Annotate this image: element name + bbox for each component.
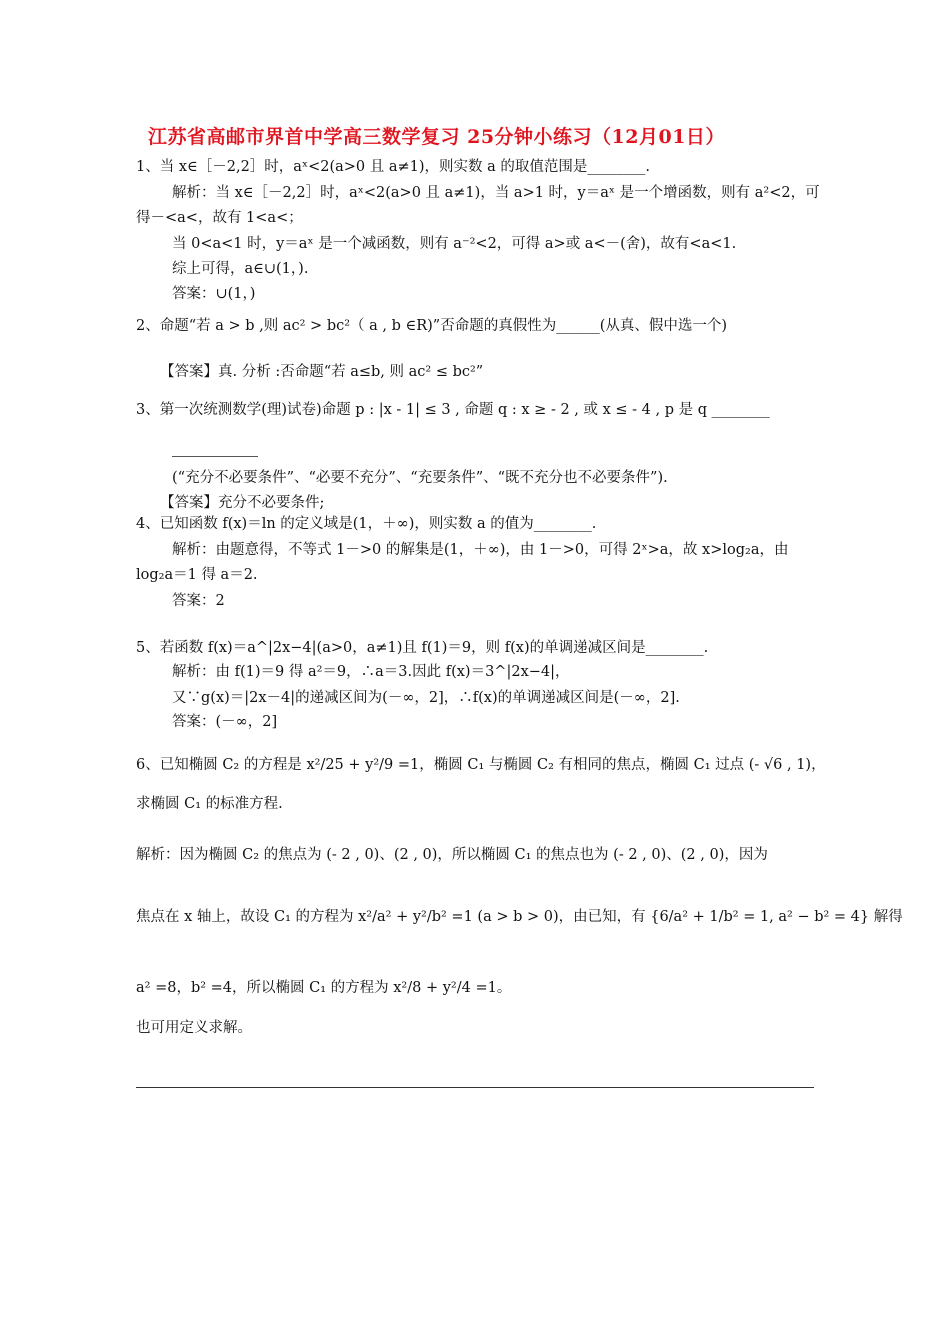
q1-analysis-2: 得－<a<，故有 1<a<； bbox=[136, 210, 303, 226]
page-title: 江苏省高邮市界首中学高三数学复习 25分钟小练习（12月01日） bbox=[148, 126, 725, 148]
q4-answer: 答案：2 bbox=[172, 593, 225, 609]
q1-text: 1、当 x∈［－2,2］时，aˣ<2(a>0 且 a≠1)，则实数 a 的取值范围是________. bbox=[136, 159, 651, 175]
q5-analysis-1: 解析：由 f(1)＝9 得 a²＝9，∴a＝3.因此 f(x)＝3^|2x−4|， bbox=[172, 664, 570, 680]
bottom-divider bbox=[136, 1087, 814, 1088]
q4-text: 4、已知函数 f(x)＝ln 的定义域是(1，＋∞)，则实数 a 的值为________. bbox=[136, 516, 597, 532]
q5-answer: 答案：(－∞，2] bbox=[172, 714, 278, 730]
q1-analysis-3: 当 0<a<1 时，y＝aˣ 是一个减函数，则有 a⁻²<2，可得 a>或 a<－(舍)，故有<a<1. bbox=[172, 236, 737, 252]
q2-text: 2、命题“若 a > b ,则 ac² > bc²（ a , b ∈R)”否命题的真假性为______(从真、假中选一个) bbox=[136, 318, 728, 334]
q6-note: 也可用定义求解。 bbox=[136, 1020, 252, 1036]
q3-answer: 【答案】充分不必要条件; bbox=[160, 495, 325, 511]
q3-options: (“充分不必要条件”、“必要不充分”、“充要条件”、“既不充分也不必要条件”). bbox=[172, 470, 668, 486]
q3-text: 3、第一次统测数学(理)试卷)命题 p : |x - 1| ≤ 3 , 命题 q : x ≥ - 2 , 或 x ≤ - 4 , p 是 q ________ bbox=[136, 402, 770, 418]
q6-question: 求椭圆 C₁ 的标准方程. bbox=[136, 796, 283, 812]
q1-analysis-4: 综上可得，a∈∪(1，). bbox=[172, 261, 309, 277]
q4-analysis-2: log₂a＝1 得 a＝2. bbox=[136, 567, 258, 583]
q6-analysis-1: 解析：因为椭圆 C₂ 的焦点为 (- 2 , 0)、(2 , 0)，所以椭圆 C₁ 的焦点也为 (- 2 , 0)、(2 , 0)，因为 bbox=[136, 847, 768, 863]
q1-answer: 答案：∪(1，) bbox=[172, 286, 256, 302]
q6-text: 6、已知椭圆 C₂ 的方程是 x²/25 + y²/9 =1，椭圆 C₁ 与椭圆 C₂ 有相同的焦点，椭圆 C₁ 过点 (- √6 , 1)， bbox=[136, 757, 826, 773]
q2-answer: 【答案】真. 分析 :否命题“若 a≤b, 则 ac² ≤ bc²” bbox=[160, 364, 484, 380]
q1-analysis-1: 解析：当 x∈［－2,2］时，aˣ<2(a>0 且 a≠1)，当 a>1 时，y＝aˣ 是一个增函数，则有 a²<2，可 bbox=[172, 185, 820, 201]
q4-analysis-1: 解析：由题意得，不等式 1－>0 的解集是(1，＋∞)，由 1－>0，可得 2ˣ>a，故 x>log₂a，由 bbox=[172, 542, 789, 558]
q5-analysis-2: 又∵g(x)＝|2x－4|的递减区间为(－∞，2]，∴f(x)的单调递减区间是(－∞，2]. bbox=[172, 690, 680, 706]
q6-analysis-3: a² =8，b² =4，所以椭圆 C₁ 的方程为 x²/8 + y²/4 =1。 bbox=[136, 980, 512, 996]
q5-text: 5、若函数 f(x)＝a^|2x−4|(a>0，a≠1)且 f(1)＝9，则 f(x)的单调递减区间是________. bbox=[136, 640, 709, 656]
q6-analysis-2: 焦点在 x 轴上，故设 C₁ 的方程为 x²/a² + y²/b² =1 (a > b > 0)，由已知，有 {6/a² + 1/b² = 1, a² − b² = 4} 解得 bbox=[136, 909, 903, 925]
q3-answer-blank bbox=[172, 456, 258, 457]
